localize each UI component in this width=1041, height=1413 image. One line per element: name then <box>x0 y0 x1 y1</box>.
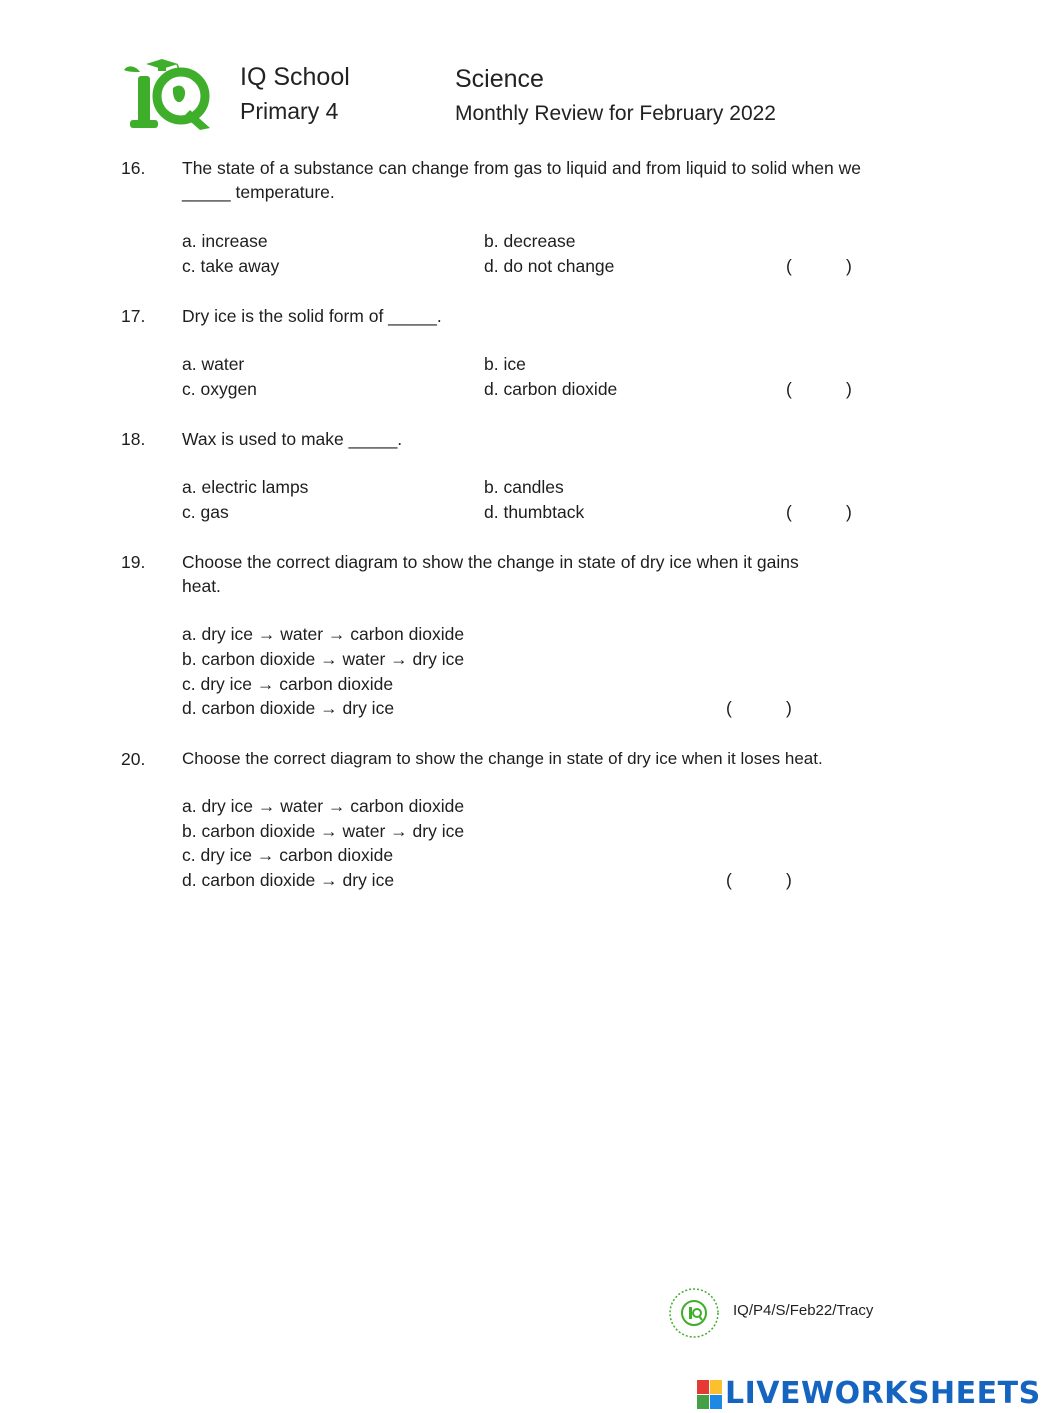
option-d[interactable]: d. thumbtack <box>484 502 585 522</box>
answer-open-paren: ( <box>726 870 732 890</box>
answer-box[interactable] <box>736 696 782 720</box>
answer-open-paren: ( <box>726 698 732 718</box>
school-name: IQ School <box>240 63 350 91</box>
document-code: IQ/P4/S/Feb22/Tracy <box>733 1302 874 1319</box>
answer-box[interactable] <box>796 377 842 401</box>
liveworksheets-logo-icon <box>697 1380 723 1410</box>
option-d[interactable]: d. do not change <box>484 256 615 276</box>
question-text: Wax is used to make _____. <box>182 429 403 449</box>
answer-close-paren: ) <box>786 698 792 718</box>
question-number: 17. <box>121 306 146 326</box>
option-b[interactable]: b. carbon dioxide → water → dry ice <box>182 649 465 669</box>
question-text: The state of a substance can change from gas to liquid and from liquid to solid when we _____ temperature. <box>182 158 862 202</box>
answer-open-paren: ( <box>786 502 792 522</box>
grade-level: Primary 4 <box>240 98 339 124</box>
option-b[interactable]: b. carbon dioxide → water → dry ice <box>182 821 465 841</box>
approval-stamp <box>668 1287 720 1339</box>
question-number: 20. <box>121 749 146 769</box>
liveworksheets-watermark <box>697 1376 1041 1412</box>
option-a[interactable]: a. increase <box>182 231 268 251</box>
option-d[interactable]: d. carbon dioxide → dry ice <box>182 870 395 890</box>
answer-box[interactable] <box>796 254 842 278</box>
option-d[interactable]: d. carbon dioxide → dry ice <box>182 698 395 718</box>
option-c[interactable]: c. gas <box>182 502 229 522</box>
answer-box[interactable] <box>796 500 842 524</box>
option-d[interactable]: d. carbon dioxide <box>484 379 618 399</box>
answer-box[interactable] <box>736 868 782 892</box>
review-title: Monthly Review for February 2022 <box>455 102 776 125</box>
iq-logo-icon <box>118 58 213 133</box>
option-b[interactable]: b. candles <box>484 477 564 497</box>
option-c[interactable]: c. take away <box>182 256 280 276</box>
answer-close-paren: ) <box>846 379 852 399</box>
question-text: Choose the correct diagram to show the change in state of dry ice when it loses heat. <box>182 749 823 768</box>
option-c[interactable]: c. dry ice → carbon dioxide <box>182 845 394 865</box>
question-text: Choose the correct diagram to show the change in state of dry ice when it gains heat. <box>182 552 799 596</box>
question-number: 19. <box>121 552 146 572</box>
answer-open-paren: ( <box>786 256 792 276</box>
answer-close-paren: ) <box>786 870 792 890</box>
answer-open-paren: ( <box>786 379 792 399</box>
answer-close-paren: ) <box>846 502 852 522</box>
approval-stamp-icon <box>668 1287 720 1339</box>
option-a[interactable]: a. dry ice → water → carbon dioxide <box>182 624 465 644</box>
option-c[interactable]: c. dry ice → carbon dioxide <box>182 674 394 694</box>
question-number: 18. <box>121 429 146 449</box>
option-b[interactable]: b. ice <box>484 354 526 374</box>
question-text: Dry ice is the solid form of _____. <box>182 306 442 326</box>
option-a[interactable]: a. electric lamps <box>182 477 309 497</box>
watermark-text: LIVEWORKSHEETS <box>725 1376 1041 1411</box>
option-a[interactable]: a. water <box>182 354 245 374</box>
option-c[interactable]: c. oxygen <box>182 379 257 399</box>
option-b[interactable]: b. decrease <box>484 231 576 251</box>
school-logo <box>118 58 213 133</box>
subject-title: Science <box>455 65 544 93</box>
answer-close-paren: ) <box>846 256 852 276</box>
question-number: 16. <box>121 158 146 178</box>
option-a[interactable]: a. dry ice → water → carbon dioxide <box>182 796 465 816</box>
